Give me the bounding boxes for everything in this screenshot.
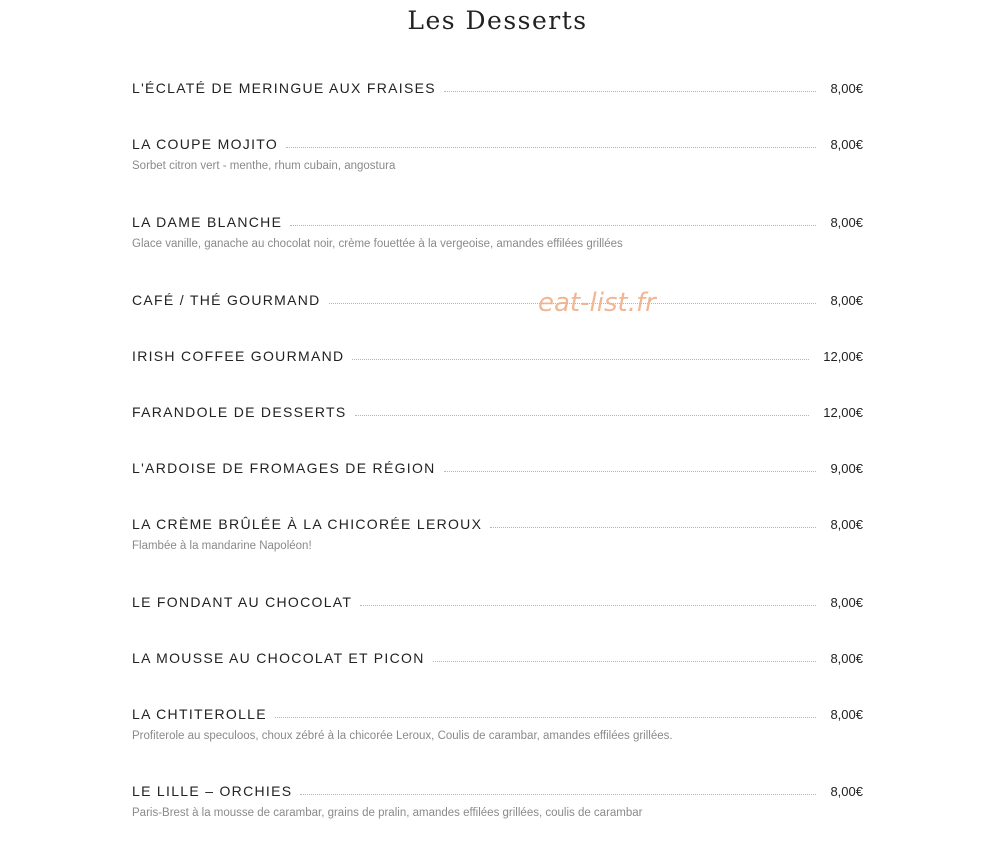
- menu-item-description: Sorbet citron vert - menthe, rhum cubain, angostura: [132, 160, 396, 172]
- dotted-leader: [444, 90, 817, 92]
- menu-item: [132, 292, 863, 310]
- menu-item: [132, 348, 863, 366]
- dotted-leader: [490, 526, 816, 528]
- dotted-leader: [329, 302, 817, 304]
- menu-item-row: [132, 706, 863, 724]
- menu-item-row: [132, 214, 863, 232]
- menu-item: [132, 80, 863, 98]
- menu-item-price: 8,00€: [830, 595, 863, 610]
- menu-item-name: CAFÉ / THÉ GOURMAND: [132, 292, 321, 308]
- dotted-leader: [355, 414, 810, 416]
- menu-item-price: 8,00€: [830, 517, 863, 532]
- watermark: eat-list.fr: [538, 288, 656, 318]
- menu-item-price: 8,00€: [830, 137, 863, 152]
- menu-item: [132, 594, 863, 612]
- menu-item-row: [132, 460, 863, 478]
- page-title: Les Desserts: [407, 6, 588, 35]
- menu-item-price: 8,00€: [830, 81, 863, 96]
- menu-item-price: 9,00€: [830, 461, 863, 476]
- menu-item-description: Flambée à la mandarine Napoléon!: [132, 540, 312, 552]
- menu-item-row: [132, 516, 863, 534]
- menu-item: [132, 214, 863, 250]
- menu-item-description: Glace vanille, ganache au chocolat noir, crème fouettée à la vergeoise, amandes effilées grillées: [132, 238, 623, 250]
- menu-item-name: LE FONDANT AU CHOCOLAT: [132, 594, 353, 610]
- menu-item-row: [132, 404, 863, 422]
- menu-item-row: [132, 783, 863, 801]
- menu-item: [132, 783, 863, 819]
- menu-item-row: [132, 292, 863, 310]
- dotted-leader: [290, 224, 816, 226]
- dotted-leader: [444, 470, 817, 472]
- menu-item: [132, 706, 863, 742]
- dotted-leader: [360, 604, 816, 606]
- menu-item-name: LA MOUSSE AU CHOCOLAT ET PICON: [132, 650, 425, 666]
- dotted-leader: [300, 793, 816, 795]
- menu-item-name: FARANDOLE DE DESSERTS: [132, 404, 347, 420]
- menu-item-price: 12,00€: [823, 405, 863, 420]
- dotted-leader: [275, 716, 817, 718]
- menu-item-name: IRISH COFFEE GOURMAND: [132, 348, 345, 364]
- menu-item-price: 8,00€: [830, 784, 863, 799]
- menu-item: [132, 404, 863, 422]
- menu-item: [132, 516, 863, 552]
- menu-item-price: 12,00€: [823, 349, 863, 364]
- menu-item-description: Profiterole au speculoos, choux zébré à la chicorée Leroux, Coulis de carambar, amandes effilées grillées.: [132, 730, 673, 742]
- menu-item-price: 8,00€: [830, 651, 863, 666]
- menu-item-name: L'ÉCLATÉ DE MERINGUE AUX FRAISES: [132, 80, 436, 96]
- menu-item-row: [132, 80, 863, 98]
- dotted-leader: [286, 146, 816, 148]
- menu-item-row: [132, 650, 863, 668]
- menu-item-name: LA DAME BLANCHE: [132, 214, 283, 230]
- dotted-leader: [352, 358, 809, 360]
- menu-item-name: LA CRÈME BRÛLÉE À LA CHICORÉE LEROUX: [132, 516, 483, 532]
- menu-item-name: LE LILLE – ORCHIES: [132, 783, 293, 799]
- menu-item-price: 8,00€: [830, 215, 863, 230]
- menu-item-row: [132, 594, 863, 612]
- menu-item-price: 8,00€: [830, 707, 863, 722]
- menu-item-name: LA COUPE MOJITO: [132, 136, 279, 152]
- menu-item-row: [132, 348, 863, 366]
- menu-item-row: [132, 136, 863, 154]
- menu-item-name: LA CHTITEROLLE: [132, 706, 267, 722]
- menu-item-price: 8,00€: [830, 293, 863, 308]
- menu-item: [132, 650, 863, 668]
- menu-item: [132, 136, 863, 172]
- menu-item-name: L'ARDOISE DE FROMAGES DE RÉGION: [132, 460, 436, 476]
- menu-item: [132, 460, 863, 478]
- dotted-leader: [433, 660, 817, 662]
- menu-item-description: Paris-Brest à la mousse de carambar, grains de pralin, amandes effilées grillées, coulis de carambar: [132, 807, 643, 819]
